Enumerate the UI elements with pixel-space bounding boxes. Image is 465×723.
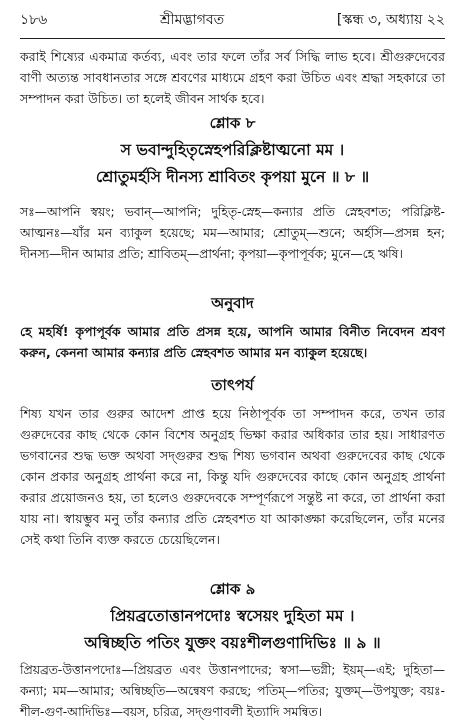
verse-8-heading: শ্লোক ৮ — [209, 114, 256, 132]
intro-paragraph: করাই শিষ্যের একমাত্র কর্তব্য, এবং তার ফলে তাঁর সর্ব সিদ্ধি লাভ হবে। শ্রীগুরুদেবের বাণী অত্যন্ত সাবধানতার সঙ্গে শ্রবণের মাধ্যমে গ্রহণ করা উচিত এবং শ্রদ্ধা সহকারে তা সম্পাদন করা উচিত। তা হলেই জীবন সার্থক হবে। — [20, 49, 445, 106]
purport-heading: তাৎপর্য — [211, 376, 254, 394]
page-number: ১৮৬ — [20, 12, 48, 28]
verse-8-translation-block — [20, 292, 445, 363]
chapter-location: [স্কন্ধ ৩, অধ্যায় ২২ — [336, 12, 445, 28]
verse-9-block — [20, 578, 445, 657]
verse-9-heading: শ্লোক ৯ — [209, 580, 256, 598]
verse-9-line-2: অন্বিচ্ছতি পতিং যুক্তং বয়ঃশীলগুণাদিভিঃ ॥ ৯ ॥ — [84, 634, 381, 652]
verse-8-translation: হে মহর্ষি! কৃপাপূর্বক আমার প্রতি প্রসন্ন হয়ে, আপনি আমার বিনীত নিবেদন শ্রবণ করুন, কেননা আমার কন্যার প্রতি স্নেহবশত আমার মন ব্যাকুল হয়েছে। — [20, 324, 445, 360]
verse-8-purport-block — [20, 374, 445, 550]
verse-9-synonyms: প্রিয়ব্রত-উত্তানপদোঃ—প্রিয়ব্রত এবং উত্তানপাদের; স্বসা—ভগ্নী; ইয়ম্—এই; দুহিতা—কন্যা; মম—আমার; অন্বিচ্ছতি—অন্বেষণ করছে; পতিম্—পতির; যুক্তম্—উপযুক্ত; বয়ঃ-শীল-গুণ-আদিভিঃ—বয়স, চরিত্র, সদ্গুণাবলী ইত্যাদি সমন্বিত। — [20, 663, 445, 719]
page-header — [20, 6, 445, 32]
intro-block — [20, 46, 445, 109]
book-title: শ্রীমদ্ভাগবত — [160, 12, 225, 28]
verse-8-line-2: শ্রোতুমর্হসি দীনস্য শ্রাবিতং কৃপয়া মুনে ॥ ৮ ॥ — [95, 168, 370, 186]
verse-8-line-1: স ভবান্দুহিতৃস্নেহপরিক্লিষ্টাত্মনো মম । — [120, 141, 345, 159]
translation-heading: অনুবাদ — [211, 294, 254, 312]
header-rule — [20, 38, 445, 39]
verse-8-block — [20, 112, 445, 191]
verse-8-purport: শিষ্য যখন তার গুরুর আদেশ প্রাপ্ত হয়ে নিষ্ঠাপূর্বক তা সম্পাদন করে, তখন তার গুরুদেবের কাছ থেকে কোন বিশেষ অনুগ্রহ ভিক্ষা করার অধিকার তার হয়। সাধারণত ভগবানের শুদ্ধ ভক্ত অথবা সদ্গুরুর শুদ্ধ শিষ্য ভগবান অথবা গুরুদেবের কাছ থেকে কোন প্রকার অনুগ্রহ প্রার্থনা করে না, কিন্তু যদি গুরুদেবের কাছে কোন অনুগ্রহ প্রার্থনা করার প্রয়োজনও হয়, তা হলেও গুরুদেবকে সম্পূর্ণরূপে সন্তুষ্ট না করে, তা প্রার্থনা করা যায় না। স্বায়ম্ভুব মনু তাঁর কন্যার প্রতি স্নেহবশত যা আকাঙ্ক্ষা করেছিলেন, তাঁর মনের সেই কথা তিনি ব্যক্ত করতে চেয়েছিলেন। — [20, 406, 445, 547]
verse-9-synonyms-block — [20, 660, 445, 723]
verse-9-line-1: প্রিয়ব্রতোত্তানপদোঃ স্বসেয়ং দুহিতা মম । — [110, 607, 355, 625]
verse-8-synonyms-block — [20, 202, 445, 265]
verse-8-synonyms: সঃ—আপনি স্বয়ং; ভবান্—আপনি; দুহিতৃ-স্নেহ—কন্যার প্রতি স্নেহবশত; পরিক্লিষ্ট-আত্মনঃ—যাঁর মন ব্যাকুল হয়েছে; মম—আমার; শ্রোতুম্—শুনে; অর্হসি—প্রসন্ন হন; দীনস্য—দীন আমার প্রতি; শ্রাবিতম্—প্রার্থনা; কৃপয়া—কৃপাপূর্বক; মুনে—হে ঋষি। — [20, 205, 445, 261]
